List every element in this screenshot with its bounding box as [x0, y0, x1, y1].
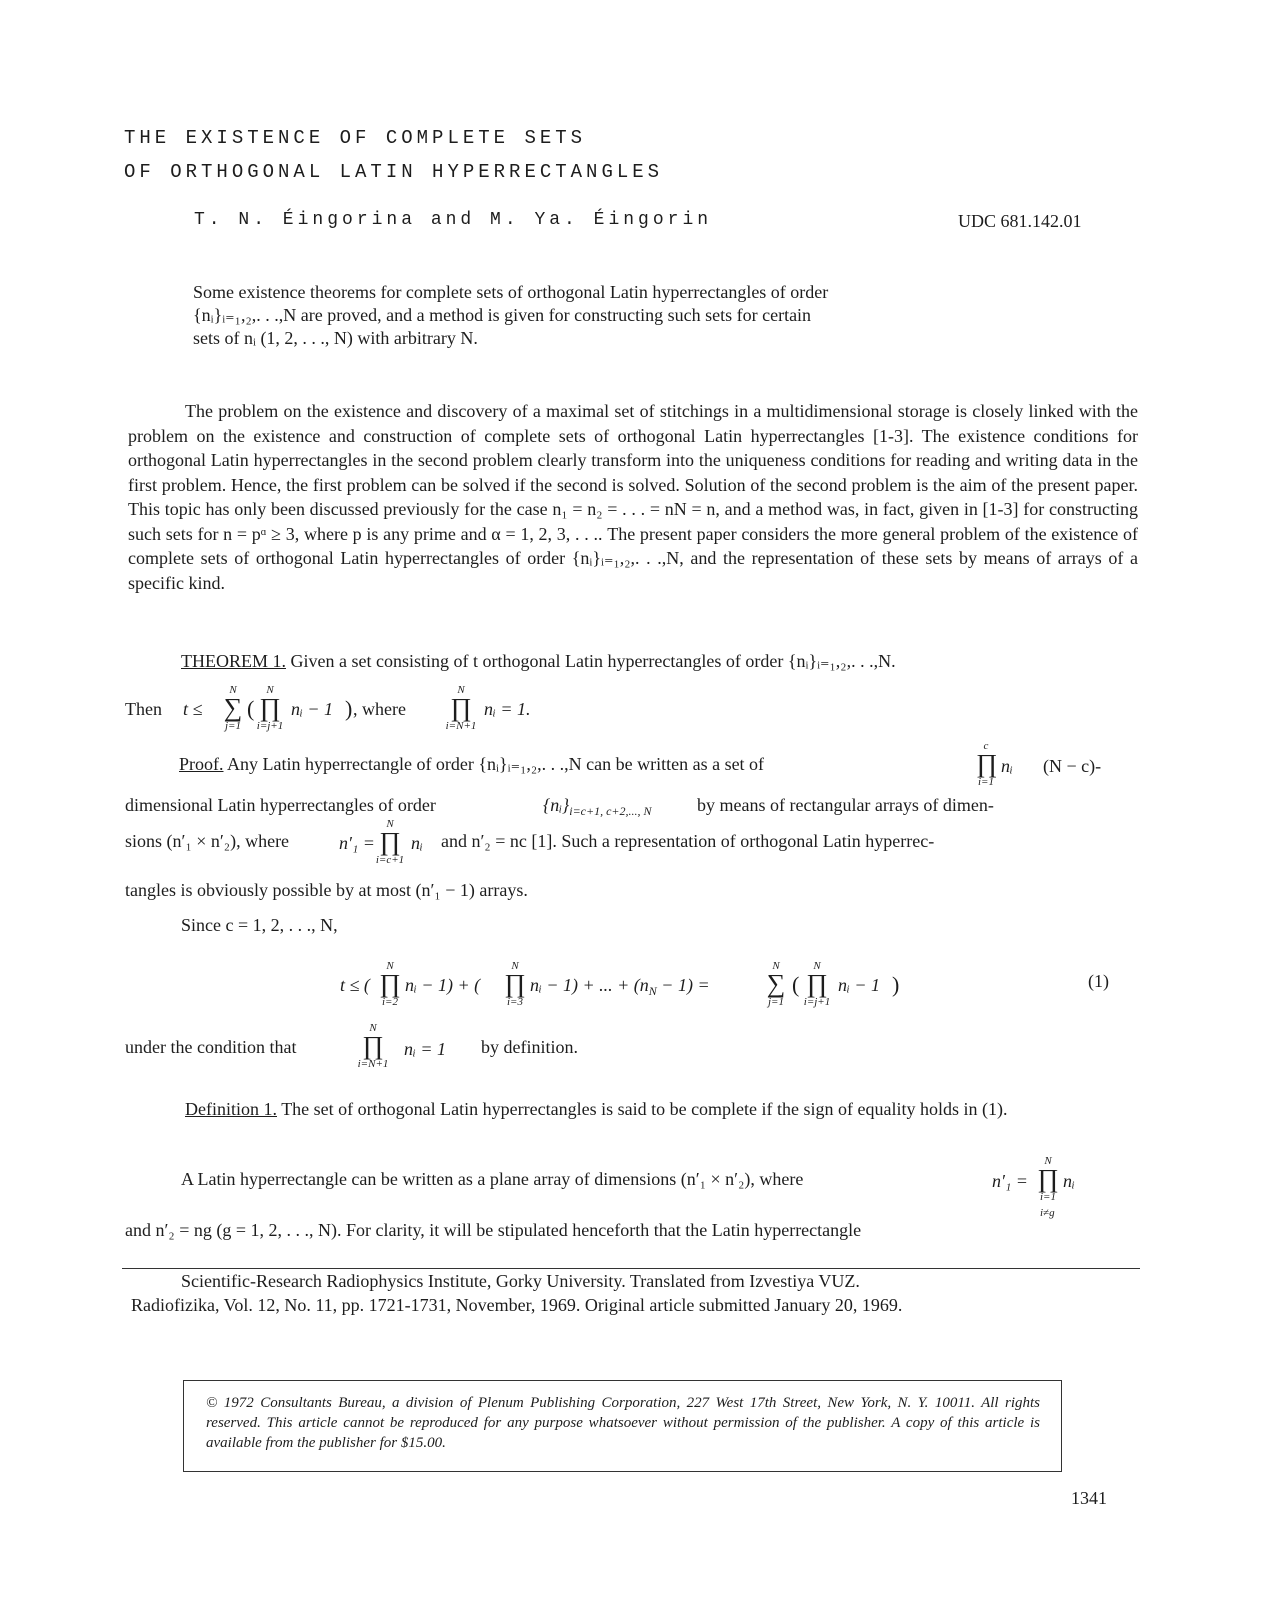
proof-line-1: Proof. Any Latin hyperrectangle of order {nᵢ}ᵢ₌₁,₂,. . .,N can be written as a set of	[179, 754, 765, 774]
definition-1: Definition 1. The set of orthogonal Latin hyperrectangles is said to be complete if the sign of equality holds in (1).	[185, 1099, 1008, 1119]
proof-line-4: tangles is obviously possible by at most (n′₁ − 1) arrays.	[125, 880, 528, 900]
proof-line-2a: dimensional Latin hyperrectangles of order	[125, 795, 436, 815]
abstract-line-3: sets of nᵢ (1, 2, . . ., N) with arbitrary N.	[193, 328, 478, 348]
proof-line-3a: sions (n′₁ × n′₂), where	[125, 831, 290, 851]
page-number: 1341	[1071, 1488, 1107, 1508]
abstract-line-1: Some existence theorems for complete sets of orthogonal Latin hyperrectangles of order	[193, 282, 829, 302]
proof-prod-c: c ∏ i=1	[976, 740, 998, 788]
authors: T. N. Éingorina and M. Ya. Éingorin	[194, 210, 713, 230]
theorem-statement	[181, 651, 896, 672]
proof-line-6b: by definition.	[481, 1037, 578, 1057]
footer-line-2: Radiofizika, Vol. 12, No. 11, pp. 1721-1731, November, 1969. Original article submitted January 20, 1969.	[131, 1295, 903, 1315]
abstract-line-2: {nᵢ}ᵢ₌₁,₂,. . .,N are proved, and a method is given for constructing such sets for certain	[193, 305, 812, 325]
title-line-2: OF ORTHOGONAL LATIN HYPERRECTANGLES	[124, 161, 664, 183]
definition-label: Definition 1.	[185, 1099, 277, 1119]
footer-line-1: Scientific-Research Radiophysics Institute, Gorky University. Translated from Izvestiya VUZ.	[181, 1271, 860, 1291]
intro-paragraph: The problem on the existence and discovery of a maximal set of stitchings in a multidimensional storage is closely linked with the problem on the existence and construction of complete sets of orthogonal Latin hyperrectangles [1-3]. The existence conditions for orthogonal Latin hyperrectangles in the second problem clearly transform into the uniqueness conditions for reading and writing data in the first problem. Hence, the first problem can be solved if the second is solved. Solution of the second problem is the aim of the present paper. This topic has only been discussed previously for the case n₁ = n₂ = . . . = nN = n, and a method was, in fact, given in [1-3] for constructing such sets for n = pᵅ ≥ 3, where p is any prime and α = 1, 2, 3, . . .. The present paper considers the more general problem of the existence of complete sets of orthogonal Latin hyperrectangles of order {nᵢ}ᵢ₌₁,₂,. . .,N, and the representation of these sets by means of arrays of a specific kind.	[128, 401, 1138, 593]
proof-line-5: Since c = 1, 2, . . ., N,	[181, 915, 338, 935]
theorem-text: Given a set consisting of t orthogonal Latin hyperrectangles of order {nᵢ}ᵢ₌₁,₂,. . .,N.	[290, 651, 896, 671]
title-line-1: THE EXISTENCE OF COMPLETE SETS	[124, 127, 587, 149]
theorem-label: THEOREM 1.	[181, 651, 286, 671]
para2-line-2: and n′₂ = ng (g = 1, 2, . . ., N). For clarity, it will be stipulated henceforth that the Latin hyperrectangle	[125, 1220, 862, 1240]
udc-code: UDC 681.142.01	[958, 211, 1082, 231]
footnote-rule	[122, 1268, 1140, 1269]
equation-number: (1)	[1088, 971, 1109, 991]
para2-line-1: A Latin hyperrectangle can be written as a plane array of dimensions (n′₁ × n′₂), where	[181, 1169, 804, 1189]
copyright-text: © 1972 Consultants Bureau, a division of Plenum Publishing Corporation, 227 West 17th Street, New York, N. Y. 10011. All rights reserved. This article cannot be reproduced for any purpose whatsoever without permission of the publisher. A copy of this article is available from the publisher for $15.00.	[206, 1395, 1040, 1451]
copyright-box	[183, 1380, 1062, 1472]
proof-line-6a: under the condition that	[125, 1037, 297, 1057]
proof-line-2b: by means of rectangular arrays of dimen-	[697, 795, 994, 815]
proof-label: Proof.	[179, 754, 224, 774]
proof-line-3b: and n′₂ = nc [1]. Such a representation of orthogonal Latin hyperrec-	[441, 831, 935, 851]
paper-page: THE EXISTENCE OF COMPLETE SETS OF ORTHOGONAL LATIN HYPERRECTANGLES T. N. Éingorina and M. Ya. Éingorin UDC 681.142.01 Some existence theorems for complete sets of orthogonal Latin hyperrectangles of order {nᵢ}ᵢ₌₁,₂,. . .,N are proved, and a method is given for constructing such sets for certain sets of nᵢ (1, 2, . . ., N) with arbitrary N. The problem on the existence and discovery of a maximal set of stitchings in a multidimensional storage is closely linked with the problem on the existence and construction of complete sets of orthogonal Latin hyperrectangles [1-3]. The existence conditions for orthogonal Latin hyperrectangles in the second problem clearly transform into the uniqueness conditions for reading and writing data in the first problem. Hence, the first problem can be solved if the second is solved. Solution of the second problem is the aim of the present paper. This topic has only been discussed previously for the case n₁ = n₂ = . . . = nN = n, and a method was, in fact, given in [1-3] for constructing such sets for n = pᵅ ≥ 3, where p is any prime and α = 1, 2, 3, . . .. The present paper considers the more general problem of the existence of complete sets of orthogonal Latin hyperrectangles of order {nᵢ}ᵢ₌₁,₂,. . .,N, and the representation of these sets by means of arrays of a specific kind. THEOREM 1. Given a set consisting of t orthogonal Latin hyperrectangles of order {nᵢ}ᵢ₌₁,₂,. . .,N. Then t ≤ N ∑ j=1 ( N ∏ i=j+1 nᵢ − 1 ) , where N ∏ i=N+1 nᵢ = 1. Proof. Any Latin hyperrectangle of order {nᵢ}ᵢ₌₁,₂,. . .,N can be written as a set of c ∏ i=1 nᵢ (N − c)- dimensional Latin hyperrectangles of order $\{nᵢ\}_{i=c+1, c+2,..., N}$ by means of rectangular arrays of dimen- sions (n′₁ × n′₂), where n′₁ = N ∏ i=c+1 nᵢ and n′₂ = nc [1]. Such a representation of orthogonal Latin hyperrec- tangles is obviously possible by at most (n′₁ − 1) arrays. Since c = 1, 2, . . ., N, t ≤ ( N ∏ i=2 nᵢ − 1) + ( N ∏ i=3 nᵢ − 1) + ... + $(n_N - 1)$ = N ∑ j=1 ( N ∏ i=j+1 nᵢ − 1 ) (1) under the condition that N ∏ i=N+1 nᵢ = 1 by definition. Definition 1. The set of orthogonal Latin hyperrectangles is said to be complete if the sign of equality holds in (1). A Latin hyperrectangle can be written as a plane array of dimensions (n′₁ × n′₂), where n′₁ = N ∏ i=1 nᵢ i≠g and n′₂ = ng (g = 1, 2, . . ., N). For clarity, it will be stipulated henceforth that the Latin hyperrectangle Scientific-Research Radiophysics Institute, Gorky University. Translated from Izvestiya VUZ. Radiofizika, Vol. 12, No. 11, pp. 1721-1731, November, 1969. Original article submitted January 20, 1969. © 1972 Consultants Bureau, a division of Plenum Publishing Corporation, 227 West 17th Street, New York, N. Y. 10011. All rights reserved. This article cannot be reproduced for any purpose whatsoever without permission of the publisher. A copy of this article is available from the publisher for $15.00. 1341	[124, 127, 1138, 1508]
theorem-then: Then	[125, 699, 162, 719]
